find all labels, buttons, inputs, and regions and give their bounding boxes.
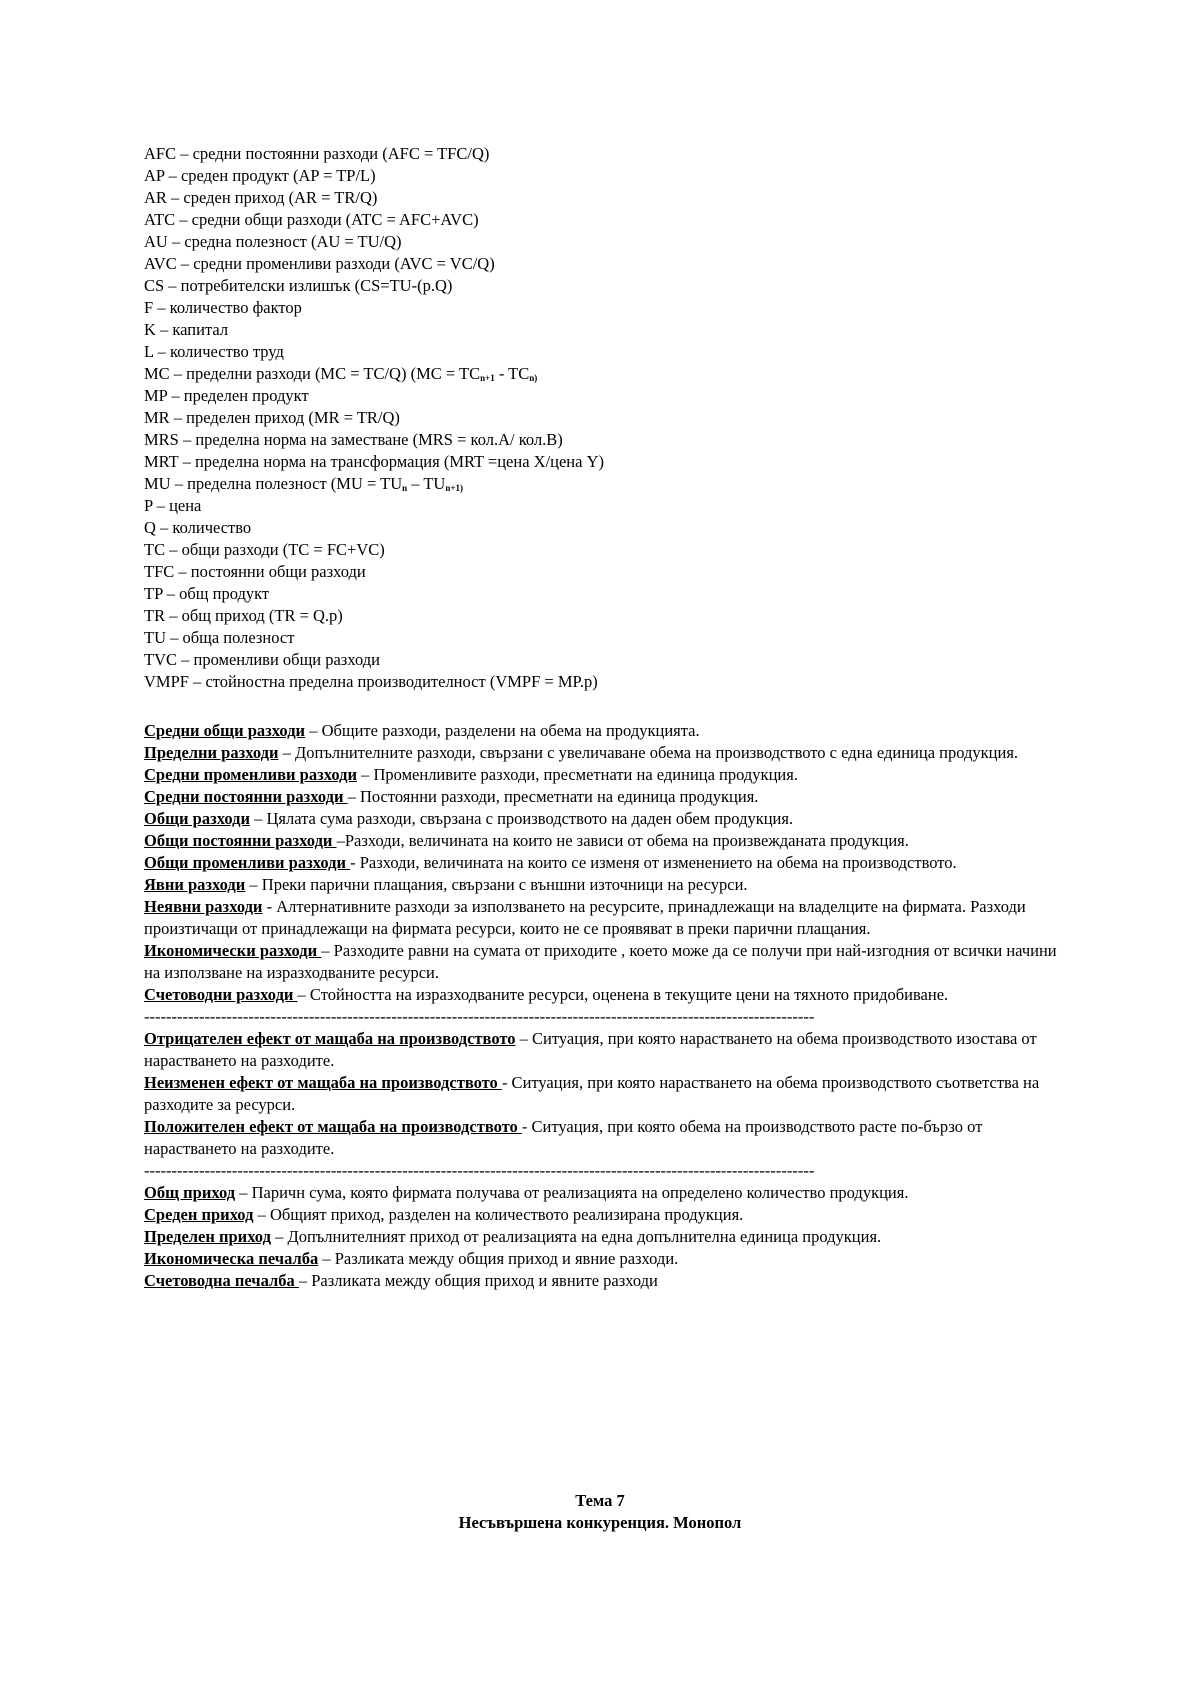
next-topic-heading xyxy=(0,1490,1200,1534)
abbreviation-line: AR – среден приход (AR = TR/Q) xyxy=(144,188,378,207)
topic-title: Несъвършена конкуренция. Монопол xyxy=(458,1513,742,1532)
definition-positive-scale-effect: Положителен ефект от мащаба на производството - Ситуация, при която обема на производството расте по-бързо от нарастването на разходите. xyxy=(144,1117,983,1158)
definition-average-variable-costs: Средни променливи разходи – Променливите разходи, пресметнати на единица продукция. xyxy=(144,765,798,784)
abbreviation-line: P – цена xyxy=(144,496,202,515)
abbreviation-line: TVC – променливи общи разходи xyxy=(144,650,380,669)
section-separator: -------------------------------------------------------------------------------------------------------------------------- xyxy=(144,1161,815,1180)
abbreviation-line: AFC – средни постоянни разходи (AFC = TFC/Q) xyxy=(144,144,490,163)
abbreviations-list xyxy=(144,143,1104,693)
abbreviation-line: MRT – пределна норма на трансформация (MRT =цена X/цена Y) xyxy=(144,452,604,471)
abbreviation-line: MP – пределен продукт xyxy=(144,386,309,405)
definition-economic-costs: Икономически разходи – Разходите равни на сумата от приходите , което може да се получи при най-изгодния от всички начини на използване на изразходваните ресурси. xyxy=(144,941,1057,982)
definition-explicit-costs: Явни разходи – Преки парични плащания, свързани с външни източници на ресурси. xyxy=(144,875,748,894)
abbreviation-line: AVC – средни променливи разходи (AVC = VC/Q) xyxy=(144,254,495,273)
abbreviation-line: VMPF – стойностна пределна производителност (VMPF = MP.p) xyxy=(144,672,598,691)
definition-total-revenue: Общ приход – Паричн сума, която фирмата получава от реализацията на определено количество продукция. xyxy=(144,1183,909,1202)
topic-number: Тема 7 xyxy=(575,1491,625,1510)
definition-average-fixed-costs: Средни постоянни разходи – Постоянни разходи, пресметнати на единица продукция. xyxy=(144,787,759,806)
abbreviation-line: MR – пределен приход (MR = TR/Q) xyxy=(144,408,400,427)
abbreviation-line: L – количество труд xyxy=(144,342,284,361)
section-separator: -------------------------------------------------------------------------------------------------------------------------- xyxy=(144,1007,815,1026)
definition-accounting-costs: Счетоводни разходи – Стойността на изразходваните ресурси, оценена в текущите цени на тяхното придобиване. xyxy=(144,985,949,1004)
definition-constant-scale-effect: Неизменен ефект от мащаба на производството - Ситуация, при която нарастването на обема производството съответства на разходите за ресурси. xyxy=(144,1073,1040,1114)
abbreviation-line: K – капитал xyxy=(144,320,229,339)
definition-marginal-revenue: Пределен приход – Допълнителният приход от реализацията на една допълнителна единица продукция. xyxy=(144,1227,882,1246)
definition-economic-profit: Икономическа печалба – Разликата между общия приход и явние разходи. xyxy=(144,1249,679,1268)
abbreviation-line: Q – количество xyxy=(144,518,252,537)
abbreviation-line-mu: MU – пределна полезност ($MU = TU_n - TU_{n+1)}$ xyxy=(144,474,463,493)
abbreviation-line-mc: MC – пределни разходи (MC = TC/Q) ($MC = TC_{n+1} - TC_{n)}$ xyxy=(144,364,538,383)
definition-total-variable-costs: Общи променливи разходи - Разходи, величината на които се изменя от изменението на обема на производството. xyxy=(144,853,957,872)
abbreviation-line: ATC – средни общи разходи (ATC = AFC+AVC) xyxy=(144,210,479,229)
definition-accounting-profit: Счетоводна печалба – Разликата между общия приход и явните разходи xyxy=(144,1271,658,1290)
definition-implicit-costs: Неявни разходи - Алтернативните разходи за използването на ресурсите, принадлежащи на владелците на фирмата. Разходи произтичащи от принадлежащи на фирмата ресурси, които не се проявяват в преки парични плащания. xyxy=(144,897,1026,938)
abbreviation-line: AP – среден продукт (AP = TP/L) xyxy=(144,166,376,185)
definition-negative-scale-effect: Отрицателен ефект от мащаба на производството – Ситуация, при която нарастването на обема производството изостава от нарастването на разходите. xyxy=(144,1029,1037,1070)
abbreviation-line: AU – средна полезност (AU = TU/Q) xyxy=(144,232,402,251)
definition-average-total-costs: Средни общи разходи – Общите разходи, разделени на обема на продукцията. xyxy=(144,721,700,740)
abbreviation-line: MRS – пределна норма на заместване (MRS = кол.A/ кол.B) xyxy=(144,430,563,449)
definition-total-costs: Общи разходи – Цялата сума разходи, свързана с производството на даден обем продукция. xyxy=(144,809,794,828)
abbreviation-line: TFC – постоянни общи разходи xyxy=(144,562,366,581)
definition-average-revenue: Среден приход – Общият приход, разделен на количеството реализирана продукция. xyxy=(144,1205,744,1224)
abbreviation-line: TR – общ приход (TR = Q.p) xyxy=(144,606,343,625)
abbreviation-line: TC – общи разходи (TC = FC+VC) xyxy=(144,540,385,559)
abbreviation-line: TU – обща полезност xyxy=(144,628,295,647)
definition-marginal-costs: Пределни разходи – Допълнителните разходи, свързани с увеличаване обема на производството с една единица продукция. xyxy=(144,743,1019,762)
abbreviation-line: TP – общ продукт xyxy=(144,584,270,603)
definition-total-fixed-costs: Общи постоянни разходи –Разходи, величината на които не зависи от обема на произвежданата продукция. xyxy=(144,831,909,850)
definitions-section xyxy=(144,720,1064,1292)
abbreviation-line: F – количество фактор xyxy=(144,298,302,317)
abbreviation-line: CS – потребителски излишък (CS=TU-(p.Q) xyxy=(144,276,453,295)
